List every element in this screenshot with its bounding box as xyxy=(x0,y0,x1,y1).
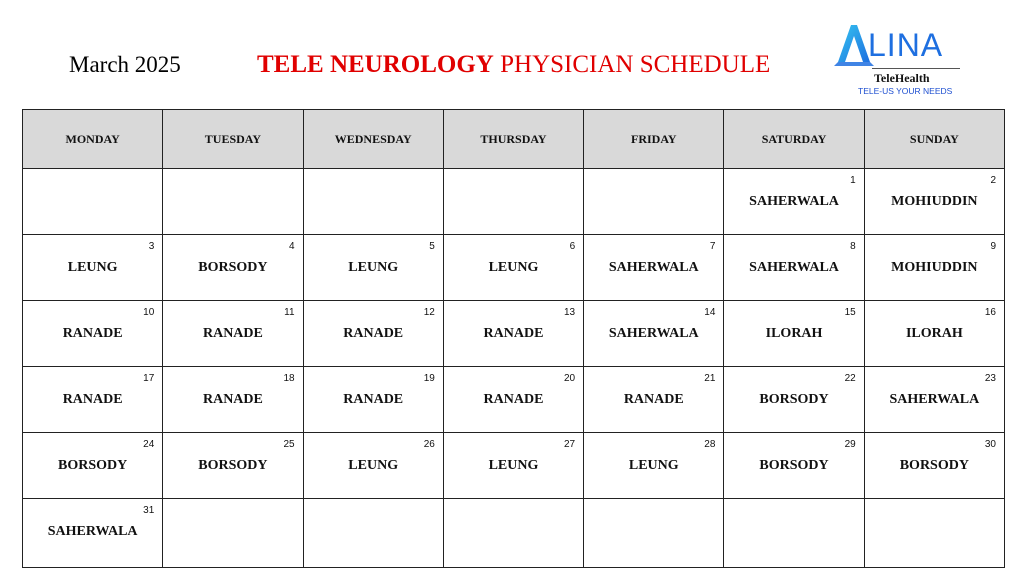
day-number: 23 xyxy=(984,373,996,384)
weekday-header-row xyxy=(23,110,1005,169)
day-cell xyxy=(303,433,443,499)
week-row xyxy=(23,367,1005,433)
day-cell xyxy=(864,169,1004,235)
day-cell xyxy=(724,433,864,499)
day-cell xyxy=(23,367,163,433)
physician-name: LEUNG xyxy=(628,458,679,473)
day-number: 18 xyxy=(283,373,295,384)
weekday-header: THURSDAY xyxy=(443,110,583,169)
physician-name: LEUNG xyxy=(348,260,399,275)
day-number: 19 xyxy=(423,373,435,384)
logo-tagline: TELE-US YOUR NEEDS xyxy=(858,86,953,96)
day-cell xyxy=(724,235,864,301)
day-cell xyxy=(163,433,303,499)
physician-name: SAHERWALA xyxy=(47,524,138,539)
day-cell xyxy=(163,367,303,433)
physician-name: RANADE xyxy=(202,326,263,341)
day-cell xyxy=(303,367,443,433)
physician-name: SAHERWALA xyxy=(608,260,699,275)
calendar-body xyxy=(23,169,1005,568)
schedule-calendar xyxy=(22,109,1005,568)
day-cell xyxy=(163,235,303,301)
day-number: 20 xyxy=(564,373,576,384)
title-bold: TELE NEUROLOGY xyxy=(257,51,494,78)
day-number: 14 xyxy=(704,307,716,318)
day-cell xyxy=(584,499,724,568)
weekday-header: SUNDAY xyxy=(864,110,1004,169)
month-label: March 2025 xyxy=(69,52,181,77)
day-cell xyxy=(584,433,724,499)
physician-name: BORSODY xyxy=(759,392,829,407)
day-number: 30 xyxy=(984,439,996,450)
day-number: 12 xyxy=(423,307,435,318)
weekday-header: TUESDAY xyxy=(163,110,303,169)
day-number: 31 xyxy=(143,505,155,516)
physician-name: BORSODY xyxy=(198,458,268,473)
day-cell xyxy=(163,499,303,568)
physician-name: RANADE xyxy=(623,392,684,407)
physician-name: BORSODY xyxy=(759,458,829,473)
day-number: 4 xyxy=(289,241,295,252)
logo-subtitle: TeleHealth xyxy=(874,71,930,85)
physician-name: BORSODY xyxy=(899,458,969,473)
day-number: 11 xyxy=(284,307,295,318)
physician-name: BORSODY xyxy=(198,260,268,275)
day-cell xyxy=(443,235,583,301)
physician-name: LEUNG xyxy=(488,458,539,473)
day-cell xyxy=(864,433,1004,499)
day-cell xyxy=(443,301,583,367)
physician-name: RANADE xyxy=(343,326,404,341)
day-number: 21 xyxy=(704,373,716,384)
physician-name: MOHIUDDIN xyxy=(891,260,978,275)
physician-name: LEUNG xyxy=(348,458,399,473)
physician-name: ILORAH xyxy=(765,326,823,341)
physician-name: MOHIUDDIN xyxy=(891,194,978,209)
day-cell xyxy=(724,301,864,367)
day-number: 2 xyxy=(990,175,996,186)
day-cell xyxy=(864,301,1004,367)
day-number: 16 xyxy=(984,307,996,318)
weekday-header: FRIDAY xyxy=(584,110,724,169)
physician-name: SAHERWALA xyxy=(749,194,839,209)
day-cell xyxy=(303,499,443,568)
alina-logo xyxy=(834,22,966,98)
day-cell xyxy=(23,235,163,301)
day-cell xyxy=(443,499,583,568)
physician-name: SAHERWALA xyxy=(608,326,699,341)
day-cell xyxy=(864,235,1004,301)
day-cell xyxy=(724,169,864,235)
day-number: 27 xyxy=(564,439,576,450)
physician-name: RANADE xyxy=(62,392,123,407)
day-number: 24 xyxy=(143,439,155,450)
physician-name: RANADE xyxy=(202,392,263,407)
day-cell xyxy=(163,301,303,367)
day-number: 17 xyxy=(143,373,155,384)
day-cell xyxy=(724,499,864,568)
day-number: 8 xyxy=(850,241,856,252)
day-cell xyxy=(163,169,303,235)
logo-name: LINA xyxy=(868,27,944,63)
day-cell xyxy=(724,367,864,433)
week-row xyxy=(23,433,1005,499)
day-number: 1 xyxy=(850,175,856,186)
day-cell xyxy=(443,433,583,499)
day-number: 6 xyxy=(569,241,576,252)
day-number: 13 xyxy=(564,307,576,318)
day-number: 15 xyxy=(844,307,856,318)
day-number: 22 xyxy=(844,373,856,384)
physician-name: RANADE xyxy=(343,392,404,407)
day-number: 29 xyxy=(844,439,856,450)
physician-name: LEUNG xyxy=(488,260,539,275)
physician-name: RANADE xyxy=(62,326,123,341)
day-number: 25 xyxy=(283,439,295,450)
title-rest: PHYSICIAN SCHEDULE xyxy=(493,51,771,78)
physician-name: BORSODY xyxy=(58,458,128,473)
day-cell xyxy=(23,301,163,367)
day-cell xyxy=(584,367,724,433)
day-cell xyxy=(443,367,583,433)
day-number: 26 xyxy=(423,439,435,450)
physician-name: SAHERWALA xyxy=(749,260,839,275)
weekday-header: SATURDAY xyxy=(724,110,864,169)
day-number: 5 xyxy=(429,241,435,252)
week-row xyxy=(23,169,1005,235)
day-cell xyxy=(584,301,724,367)
physician-name: RANADE xyxy=(483,326,544,341)
day-cell xyxy=(303,235,443,301)
week-row xyxy=(23,235,1005,301)
day-cell xyxy=(303,169,443,235)
day-number: 3 xyxy=(148,241,155,252)
day-cell xyxy=(303,301,443,367)
weekday-header: WEDNESDAY xyxy=(303,110,443,169)
physician-name: ILORAH xyxy=(905,326,963,341)
day-number: 10 xyxy=(143,307,155,318)
day-cell xyxy=(584,169,724,235)
page-title xyxy=(257,51,770,79)
day-number: 7 xyxy=(709,241,716,252)
logo-divider xyxy=(872,68,960,69)
day-cell xyxy=(584,235,724,301)
week-row xyxy=(23,301,1005,367)
week-row xyxy=(23,499,1005,568)
weekday-header: MONDAY xyxy=(23,110,163,169)
day-cell xyxy=(23,169,163,235)
physician-name: RANADE xyxy=(483,392,544,407)
day-cell xyxy=(864,367,1004,433)
day-number: 28 xyxy=(704,439,716,450)
physician-name: SAHERWALA xyxy=(889,392,980,407)
day-cell xyxy=(864,499,1004,568)
day-cell xyxy=(23,499,163,568)
day-cell xyxy=(23,433,163,499)
day-number: 9 xyxy=(990,241,996,252)
day-cell xyxy=(443,169,583,235)
physician-name: LEUNG xyxy=(67,260,118,275)
